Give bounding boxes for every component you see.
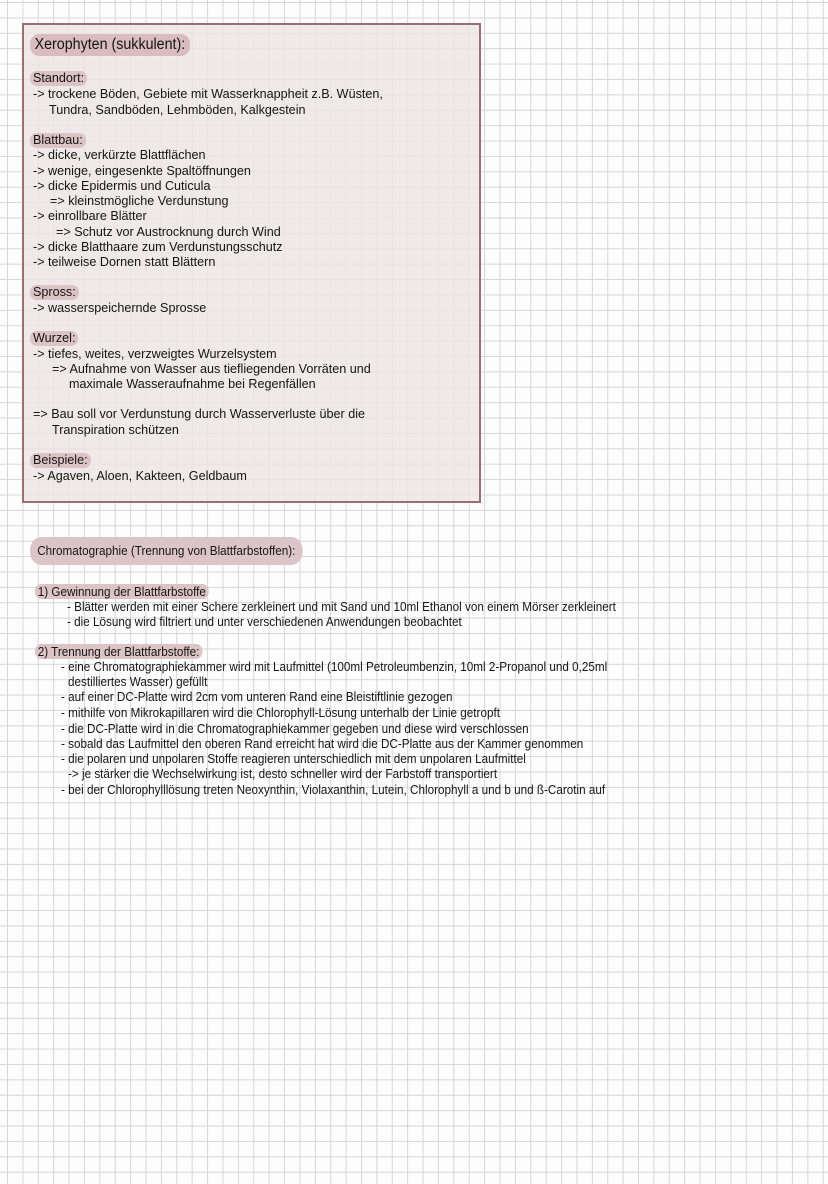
note-line: - bei der Chlorophylllösung treten Neoxynthin, Violaxanthin, Lutein, Chlorophyll a und b und ß-Carotin auf: [61, 782, 606, 797]
note-line: - die Lösung wird filtriert und unter verschiedenen Anwendungen beobachtet: [67, 614, 462, 629]
note-line: => Bau soll vor Verdunstung durch Wasserverluste über die: [33, 407, 366, 421]
note-line: -> trockene Böden, Gebiete mit Wasserknappheit z.B. Wüsten,: [33, 87, 383, 101]
note-line: => Schutz vor Austrocknung durch Wind: [56, 225, 281, 239]
subheading: 1) Gewinnung der Blattfarbstoffe: [35, 584, 209, 599]
note-line: -> Agaven, Aloen, Kakteen, Geldbaum: [33, 469, 247, 483]
note-line: - auf einer DC-Platte wird 2cm vom unteren Rand eine Bleistiftlinie gezogen: [61, 689, 453, 704]
subheading: 2) Trennung der Blattfarbstoffe:: [35, 644, 202, 659]
note-line: - eine Chromatographiekammer wird mit Laufmittel (100ml Petroleumbenzin, 10ml 2-Propanol und 0,25ml: [61, 659, 608, 674]
subheading: Blattbau:: [30, 133, 86, 148]
subheading: Wurzel:: [30, 331, 78, 346]
note-line: - die DC-Platte wird in die Chromatographiekammer gegeben und diese wird verschlossen: [61, 721, 529, 736]
note-line: - Blätter werden mit einer Schere zerkleinert und mit Sand und 10ml Ethanol von einem Mörser zerkleinert: [67, 599, 616, 614]
note-line: - mithilfe von Mikrokapillaren wird die Chlorophyll-Lösung unterhalb der Linie getropft: [61, 705, 500, 720]
section-title: Chromatographie (Trennung von Blattfarbstoffen):: [30, 537, 303, 565]
note-line: maximale Wasseraufnahme bei Regenfällen: [69, 377, 316, 391]
note-line: -> teilweise Dornen statt Blättern: [33, 255, 216, 269]
note-line: -> dicke Epidermis und Cuticula: [33, 179, 211, 193]
note-line: -> tiefes, weites, verzweigtes Wurzelsystem: [33, 347, 277, 361]
note-line: - die polaren und unpolaren Stoffe reagieren unterschiedlich mit dem unpolaren Laufmittel: [61, 751, 526, 766]
note-line: -> einrollbare Blätter: [33, 209, 147, 223]
note-line: -> dicke, verkürzte Blattflächen: [33, 148, 206, 162]
note-line: Transpiration schützen: [52, 423, 179, 437]
note-line: -> wenige, eingesenkte Spaltöffnungen: [33, 164, 251, 178]
subheading: Spross:: [30, 285, 79, 300]
section-title: Xerophyten (sukkulent):: [30, 34, 190, 56]
note-line: destilliertes Wasser) gefüllt: [68, 674, 208, 689]
note-line: -> je stärker die Wechselwirkung ist, desto schneller wird der Farbstoff transportiert: [68, 766, 498, 781]
note-line: -> wasserspeichernde Sprosse: [33, 301, 207, 315]
subheading: Beispiele:: [30, 453, 91, 468]
note-line: => Aufnahme von Wasser aus tiefliegenden Vorräten und: [52, 362, 371, 376]
note-line: => kleinstmögliche Verdunstung: [50, 194, 229, 208]
note-line: -> dicke Blatthaare zum Verdunstungsschutz: [33, 240, 283, 254]
subheading: Standort:: [30, 71, 87, 86]
note-line: - sobald das Laufmittel den oberen Rand erreicht hat wird die DC-Platte aus der Kammer genommen: [61, 736, 584, 751]
note-line: Tundra, Sandböden, Lehmböden, Kalkgestein: [49, 103, 306, 117]
